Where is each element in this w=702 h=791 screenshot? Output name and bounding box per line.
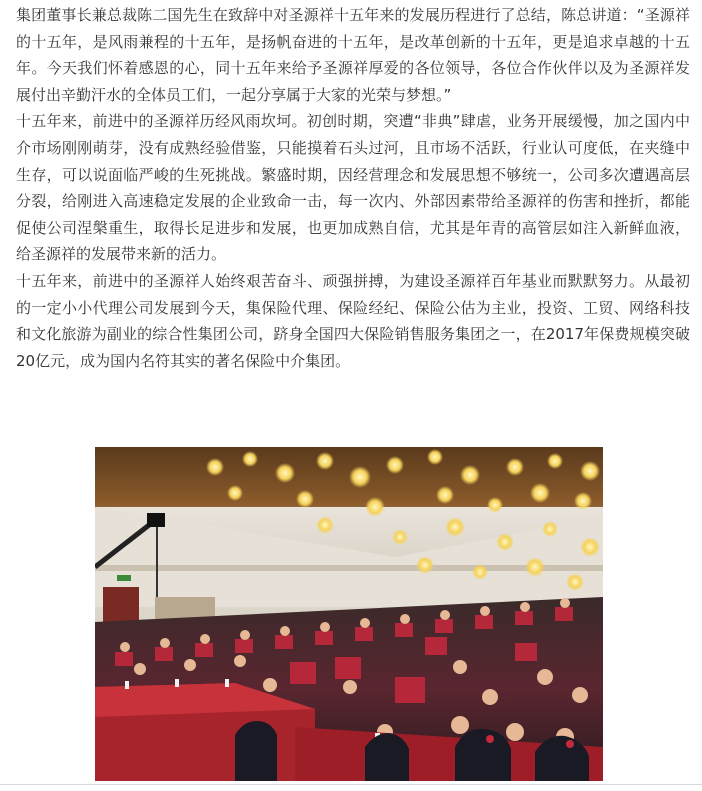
paragraph-company-growth: 十五年来，前进中的圣源祥人始终艰苦奋斗、顽强拼搏，为建设圣源祥百年基业而默默努力。从最初的一定小小代理公司发展到今天，集保险代理、保险经纪、保险公估为主业，投资、工贸、网络科技和文化旅游为副业的综合性集团公司，跻身全国四大保险销售服务集团之一，在2017年保费规模突破20亿元，成为国内名符其实的著名保险中介集团。 [16,271,690,370]
paragraph-history-hardships: 十五年来，前进中的圣源祥历经风雨坎坷。初创时期，突遭“非典”肆虐，业务开展缓慢，加之国内中介市场刚刚萌芽，没有成熟经验借鉴，只能摸着石头过河，且市场不活跃，行业认可度低，在夹缝中生存，可以说面临严峻的生死挑战。繁盛时期，因经营理念和发展思想不够统一，公司多次遭遇高层分裂，给刚进入高速稳定发展的企业致命一击，每一次内、外部因素带给圣源祥的伤害和挫折，都能促使公司涅槃重生，取得长足进步和发展，也更加成熟自信，尤其是年青的高管层如注入新鲜血液，给圣源祥的发展带来新的活力。 [16,112,690,264]
page-bottom-edge [0,784,702,785]
paragraph-chairman-speech: 集团董事长兼总裁陈二国先生在致辞中对圣源祥十五年来的发展历程进行了总结，陈总讲道：“圣源祥的十五年，是风雨兼程的十五年，是扬帆奋进的十五年，是改革创新的十五年，更是追求卓越的十五年。今天我们怀着感恩的心，同十五年来给予圣源祥厚爱的各位领导，各位合作伙伴以及为圣源祥发展付出辛勤汗水的全体员工们，一起分享属于大家的光荣与梦想。” [16,6,690,104]
auditorium-photo [95,447,603,781]
